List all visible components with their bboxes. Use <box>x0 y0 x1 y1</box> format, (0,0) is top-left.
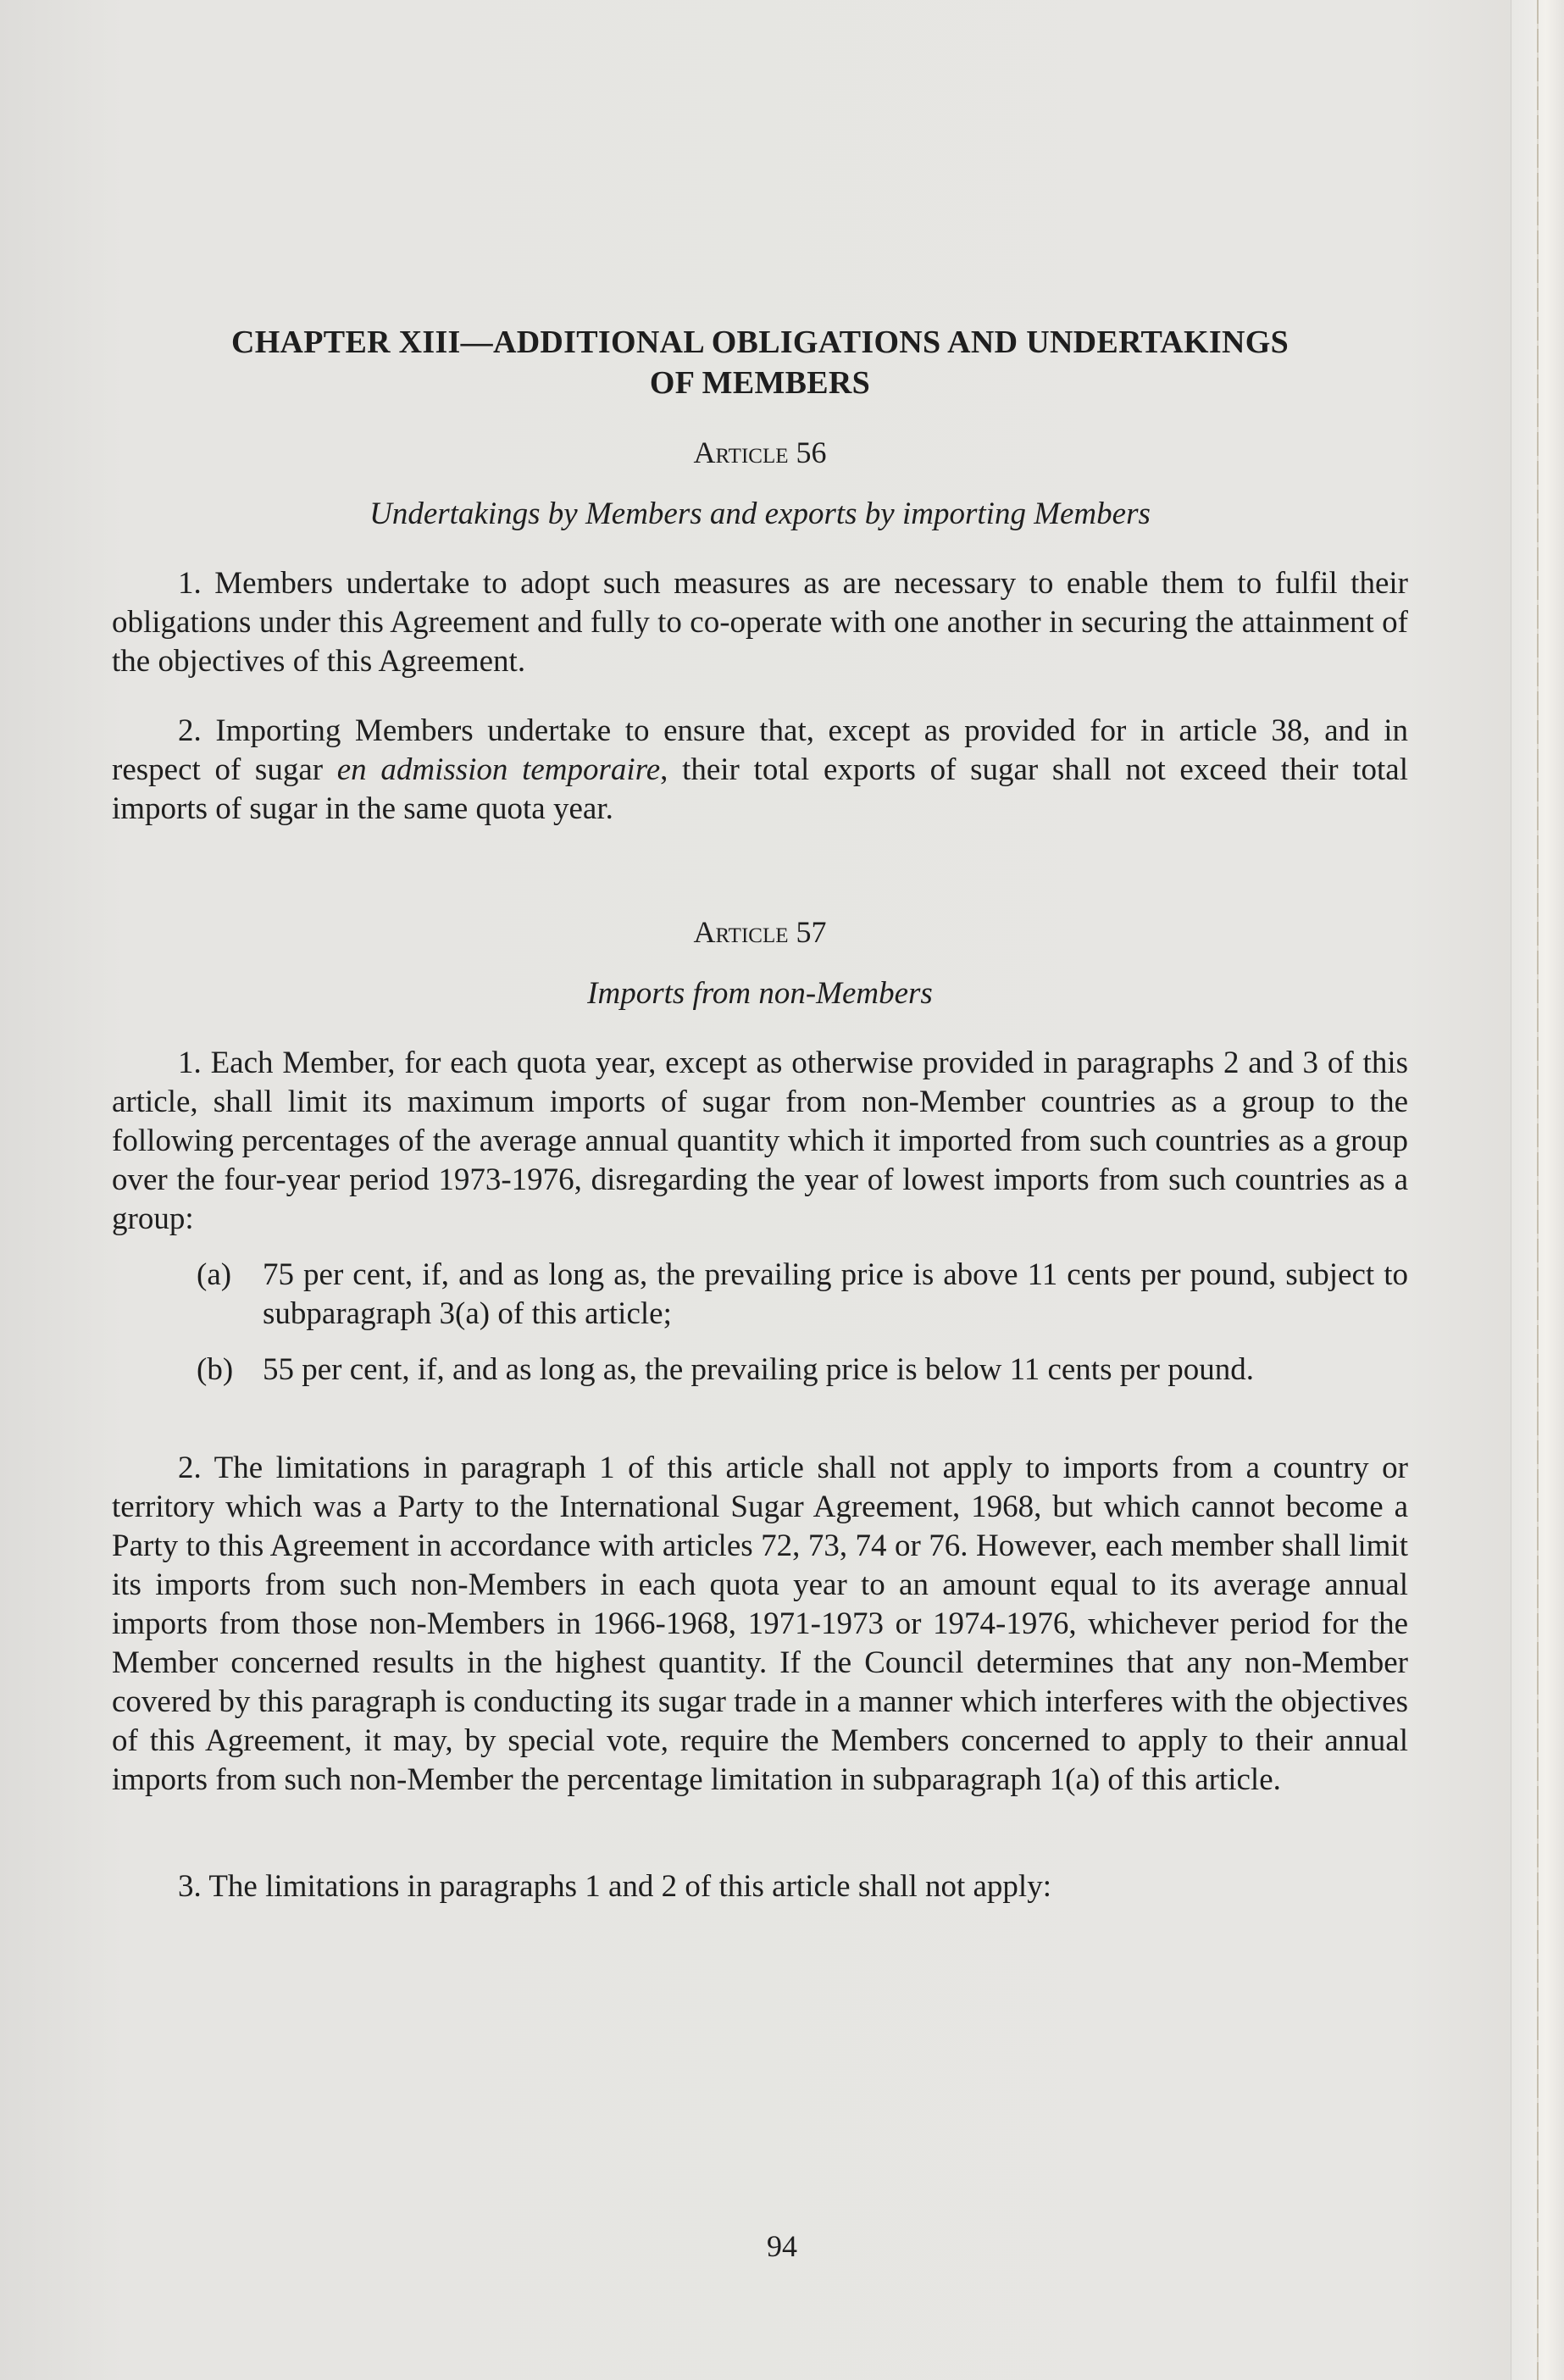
chapter-title <box>112 322 1408 403</box>
article-57-paragraph-1: 1. Each Member, for each quota year, except as otherwise provided in paragraphs 2 and 3 of this article, shall limit its maximum imports of sugar from non-Member countries as a group to the following percentages of the average annual quantity which it imported from such countries as a group over the four-year period 1973-1976, disregarding the year of lowest imports from such countries as a group: <box>112 1046 1408 1236</box>
article-56-paragraph-2 <box>112 712 1408 829</box>
article-56-subtitle: Undertakings by Members and exports by importing Members <box>369 497 1151 531</box>
item-a-label: (a) <box>197 1257 232 1292</box>
article-57-paragraph-2: 2. The limitations in paragraph 1 of this article shall not apply to imports from a country or territory which was a Party to the International Sugar Agreement, 1968, but which cannot become a Party to this Agreement in accordance with articles 72, 73, 74 or 76. However, each member shall limit its imports from such non-Members in each quota year to an amount equal to its average annual imports from those non-Members in 1966-1968, 1971-1973 or 1974-1976, whichever period for the Member concerned results in the highest quantity. If the Council determines that any non-Member covered by this paragraph is conducting its sugar trade in a manner which interferes with the objectives of this Agreement, it may, by special vote, require the Members concerned to apply to their annual imports from such non-Member the percentage limitation in subparagraph 1(a) of this article. <box>112 1451 1408 1797</box>
item-b-text: 55 per cent, if, and as long as, the prevailing price is below 11 cents per pound. <box>263 1352 1254 1387</box>
page-content <box>112 322 1408 1906</box>
article-56-paragraph-2-end: , their total exports of sugar shall not exceed their total imports of sugar in the same quota year. <box>112 752 1408 826</box>
article-56-paragraph-2-start: 2. Importing Members undertake to ensure that, except as provided for in article 38, and in respect of sugar <box>112 713 1408 787</box>
item-b-label: (b) <box>197 1352 234 1387</box>
article-57-item-b <box>197 1351 1408 1390</box>
item-a-text: 75 per cent, if, and as long as, the prevailing price is above 11 cents per pound, subject to subparagraph 3(a) of this article; <box>263 1257 1408 1331</box>
chapter-title-line2: OF MEMBERS <box>649 365 871 401</box>
book-spine-edge <box>1511 0 1564 2380</box>
article-57-heading: Article 57 <box>693 915 827 949</box>
article-56-paragraph-2-emphasis: en admission temporaire <box>336 752 661 787</box>
article-56 <box>112 434 1408 829</box>
article-57-subtitle: Imports from non-Members <box>587 976 933 1011</box>
spine-binding-line <box>1537 0 1539 2380</box>
article-56-heading: Article 56 <box>693 436 827 469</box>
article-57-item-a <box>197 1256 1408 1334</box>
chapter-title-line1: CHAPTER XIII—ADDITIONAL OBLIGATIONS AND UNDERTAKINGS <box>230 325 1289 360</box>
article-56-paragraph-1: 1. Members undertake to adopt such measures as are necessary to enable them to fulfil their obligations under this Agreement and fully to co-operate with one another in securing the attainment of the objectives of this Agreement. <box>112 566 1408 679</box>
article-57 <box>112 913 1408 1906</box>
article-57-paragraph-3: 3. The limitations in paragraphs 1 and 2 of this article shall not apply: <box>178 1869 1051 1904</box>
page-number: 94 <box>767 2229 797 2263</box>
